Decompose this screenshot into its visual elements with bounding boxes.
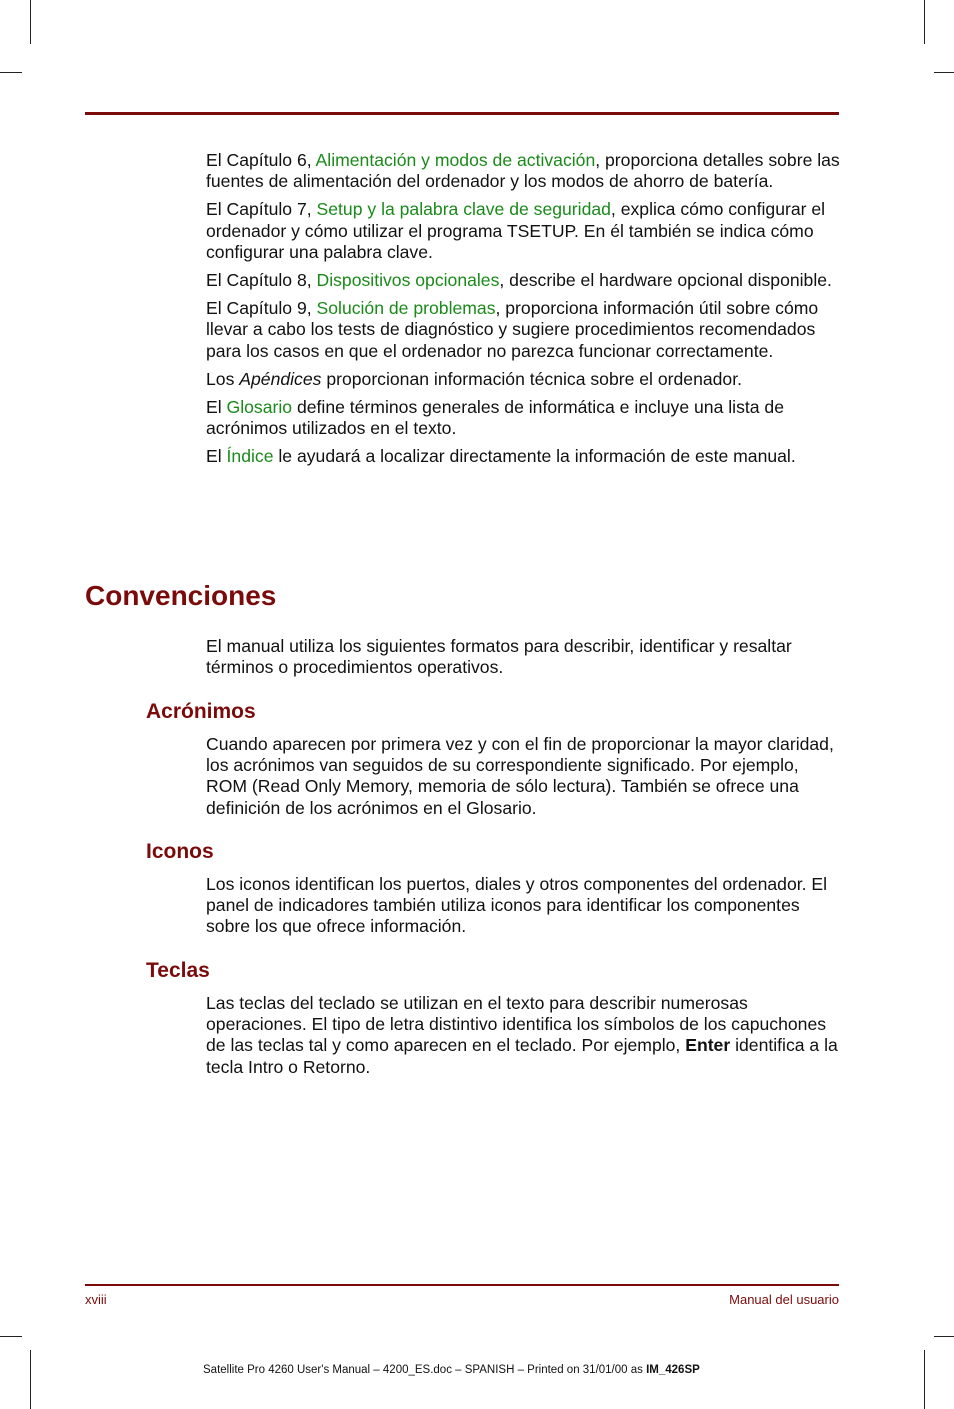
teclas-text-block [206, 993, 842, 1078]
crop-mark [0, 72, 22, 73]
paragraph-cap6 [206, 150, 842, 192]
page-number: xviii [85, 1292, 107, 1307]
text: El Capítulo 9, [206, 298, 317, 319]
crop-mark [30, 1350, 31, 1409]
print-info-text: Satellite Pro 4260 User's Manual – 4200_ES.doc – SPANISH – Printed on 31/01/00 as [203, 1364, 647, 1376]
text: define términos generales de informática e incluye una lista de acrónimos utilizados en el texto. [206, 397, 784, 439]
text: , proporciona detalles sobre las fuentes de alimentación del ordenador y los modos de ahorro de batería. [206, 150, 840, 192]
subsection-title-iconos: Iconos [146, 840, 214, 863]
subsection-title-acronimos: Acrónimos [146, 700, 256, 723]
text: le ayudará a localizar directamente la información de este manual. [273, 446, 796, 467]
paragraph-indice [206, 446, 842, 467]
convenciones-text-block [206, 636, 842, 678]
subsection-title-teclas: Teclas [146, 959, 210, 982]
emphasis-apendices: Apéndices [239, 368, 322, 389]
paragraph-glosario [206, 397, 842, 439]
text: proporcionan información técnica sobre el ordenador. [321, 368, 742, 389]
paragraph-apendices [206, 369, 842, 390]
crop-mark [924, 1350, 925, 1409]
paragraph-cap8 [206, 270, 842, 291]
manual-title: Manual del usuario [729, 1292, 839, 1307]
paragraph-convenciones: El manual utiliza los siguientes formatos para describir, identificar y resaltar términos o procedimientos operativos. [206, 636, 792, 678]
acronimos-text-block [206, 734, 842, 819]
text: El Capítulo 6, [206, 150, 316, 170]
link-indice[interactable]: Índice [226, 446, 274, 467]
section-title-convenciones: Convenciones [85, 580, 277, 611]
text: El [206, 446, 227, 467]
iconos-text-block [206, 874, 842, 938]
paragraph-acronimos: Cuando aparecen por primera vez y con el fin de proporcionar la mayor claridad, los acrónimos van seguidos de su correspondiente significado. Por ejemplo, ROM (Read Only Memory, memoria de sólo lectura). También se ofrece una definición de los acrónimos en el Glosario. [206, 734, 834, 818]
link-cap6[interactable]: Alimentación y modos de activación [315, 150, 596, 170]
key-enter: Enter [685, 1035, 731, 1056]
paragraph-cap7 [206, 199, 842, 263]
text: Los [206, 368, 240, 389]
intro-section [206, 150, 842, 468]
print-info [203, 1364, 700, 1376]
crop-mark [0, 1336, 22, 1337]
text: , proporciona información útil sobre cómo llevar a cabo los tests de diagnóstico y sugiere procedimientos recomendados para los casos en que el ordenador no parezca funcionar correctamente. [206, 298, 819, 361]
link-glosario[interactable]: Glosario [226, 397, 293, 418]
text: El Capítulo 7, [206, 199, 317, 220]
link-cap9[interactable]: Solución de problemas [316, 298, 496, 319]
link-cap8[interactable]: Dispositivos opcionales [316, 270, 500, 291]
text: El [206, 397, 227, 418]
header-rule [85, 112, 839, 115]
text: , explica cómo configurar el ordenador y cómo utilizar el programa TSETUP. En él también se indica cómo configurar una palabra clave. [206, 199, 826, 262]
text: , describe el hardware opcional disponible. [499, 270, 832, 291]
footer-rule [85, 1284, 839, 1286]
link-cap7[interactable]: Setup y la palabra clave de seguridad [316, 199, 611, 220]
paragraph-cap9 [206, 298, 842, 362]
text: Las teclas del teclado se utilizan en el texto para describir numerosas operaciones. El tipo de letra distintivo identifica los símbolos de los capuchones de las teclas tal y como aparecen en el teclado. Por ejemplo, [206, 993, 827, 1056]
text: identifica a la tecla Intro o Retorno. [206, 1035, 838, 1077]
text: El Capítulo 8, [206, 270, 317, 291]
crop-mark [934, 1336, 954, 1337]
paragraph-teclas [206, 993, 842, 1078]
crop-mark [934, 72, 954, 73]
crop-mark [30, 0, 31, 44]
print-code: IM_426SP [646, 1364, 700, 1376]
paragraph-iconos: Los iconos identifican los puertos, diales y otros componentes del ordenador. El panel de indicadores también utiliza iconos para identificar los componentes sobre los que ofrece información. [206, 874, 828, 937]
crop-mark [924, 0, 925, 44]
